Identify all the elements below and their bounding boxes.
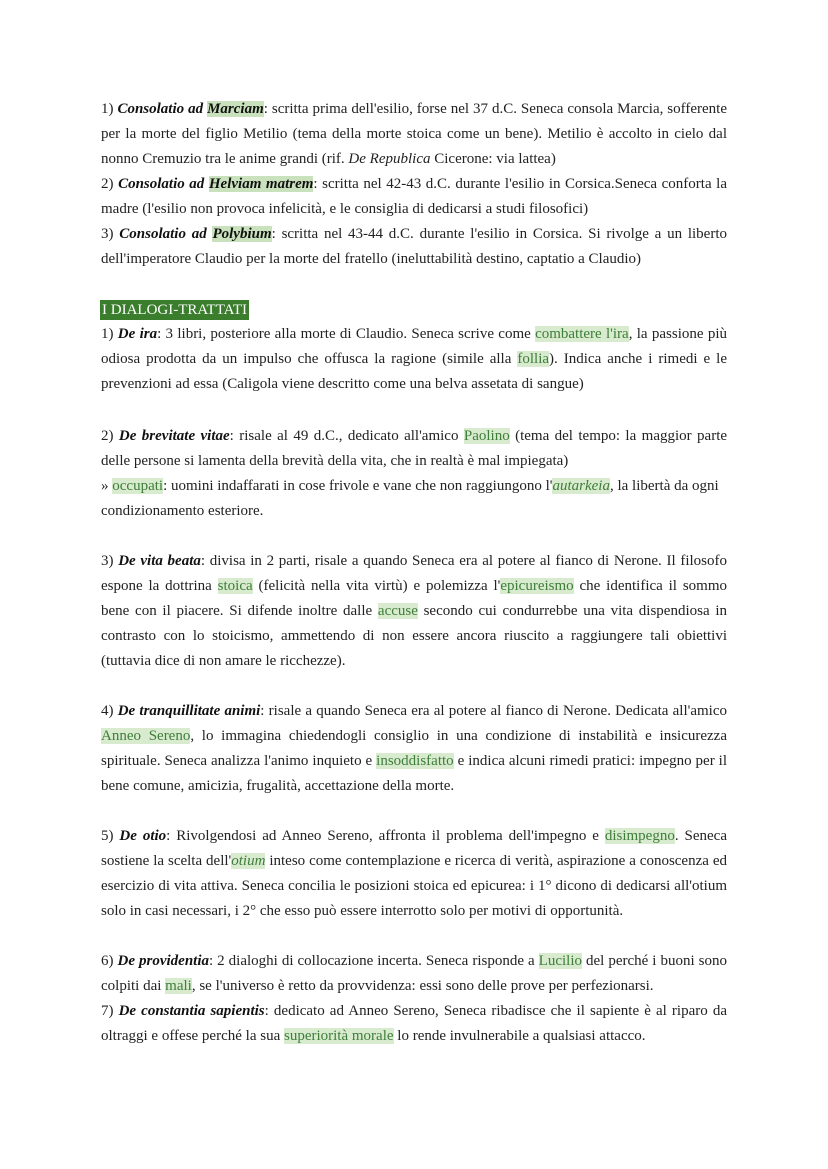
highlight: occupati (112, 478, 164, 494)
highlight: epicureismo (500, 578, 574, 594)
work-title: De brevitate vitae (118, 428, 230, 444)
highlight: Anneo Sereno (101, 728, 191, 744)
de-providentia-paragraph: 6) De providentia: 2 dialoghi di collocazione incerta. Seneca risponde a Lucilio del perché i buoni sono colpiti dai mali, se l'universo è retto da provvidenza: essi sono delle prove per perfezionarsi. (101, 953, 727, 994)
highlight: insoddisfatto (376, 753, 454, 769)
highlight: Marciam (207, 101, 264, 117)
consolatio-marciam-paragraph: 1) Consolatio ad Marciam: scritta prima dell'esilio, forse nel 37 d.C. Seneca consola Marcia, sofferente per la morte del figlio Metilio (tema della morte stoica come un bene). Metilio è accolto in cielo dal nonno Cremuzio tra le anime grandi (rif. De Republica Cicerone: via lattea) (101, 101, 728, 167)
highlight: combattere l'ira (535, 326, 629, 342)
highlight: accuse (377, 603, 418, 619)
de-constantia-paragraph: 7) De constantia sapientis: dedicato ad Anneo Sereno, Seneca ribadisce che il sapiente è al riparo da oltraggi e offese perché la sua superiorità morale lo rende invulnerabile a qualsiasi attacco. (101, 1003, 727, 1044)
work-title: De otio (119, 828, 167, 844)
highlight: otium (231, 853, 266, 869)
consolatio-polybium-paragraph: 3) Consolatio ad Polybium: scritta nel 43-44 d.C. durante l'esilio in Corsica. Si rivolge a un liberto dell'imperatore Claudio per la morte del fratello (ineluttabilità destino, captatio a Claudio) (101, 226, 728, 267)
de-tranquillitate-paragraph: 4) De tranquillitate animi: risale a quando Seneca era al potere al fianco di Nerone. Dedicata all'amico Anneo Sereno, lo immagina chiedendogli consiglio in una condizione di instabilità e insicurezza spirituale. Seneca analizza l'animo inquieto e insoddisfatto e indica alcuni rimedi pratici: impegno per il bene comune, amicizia, frugalità, accettazione della morte. (101, 703, 727, 794)
work-title: De vita beata (118, 553, 201, 569)
section-heading: I DIALOGI-TRATTATI (102, 302, 248, 318)
work-title: De providentia (117, 953, 209, 969)
de-ira-paragraph: 1) De ira: 3 libri, posteriore alla morte di Claudio. Seneca scrive come combattere l'ira, la passione più odiosa prodotta da un impulso che offusca la ragione (simile alla follia). Indica anche i rimedi e le prevenzioni ad essa (Caligola viene descritto come una belva assetata di sangue) (101, 326, 727, 392)
work-title: De tranquillitate animi (117, 703, 261, 719)
highlight: follia (517, 351, 550, 367)
highlight: disimpegno (604, 828, 675, 844)
work-title: Consolatio ad Helviam matrem (118, 176, 314, 192)
de-otio-paragraph: 5) De otio: Rivolgendosi ad Anneo Sereno, affronta il problema dell'impegno e disimpegno. Seneca sostiene la scelta dell'otium inteso come contemplazione e ricerca di verità, aspirazione a conoscenza ed esercizio di vita attiva. Seneca concilia le posizioni stoica ed epicurea: i 1° dicono di dedicarsi all'otium solo in casi necessari, i 2° che esso può essere interrotto solo per motivi di opportunità. (101, 828, 727, 919)
work-title: Consolatio ad Polybium (119, 226, 272, 242)
highlight: Lucilio (538, 953, 582, 969)
highlight: stoica (217, 578, 253, 594)
highlight: Paolino (463, 428, 510, 444)
highlight: mali (165, 978, 192, 994)
work-title: De ira (117, 326, 158, 342)
highlight: Polybium (212, 226, 272, 242)
work-title: Consolatio ad Marciam (117, 101, 264, 117)
de-brevitate-paragraph: 2) De brevitate vitae: risale al 49 d.C., dedicato all'amico Paolino (tema del tempo: la maggior parte delle persone si lamenta della brevità della vita, che in realtà è mal impiegata) (101, 428, 728, 469)
highlight: superiorità morale (283, 1028, 394, 1044)
highlight: autarkeia (552, 478, 610, 494)
de-vita-beata-paragraph: 3) De vita beata: divisa in 2 parti, risale a quando Seneca era al potere al fianco di Nerone. Il filosofo espone la dottrina stoica (felicità nella vita virtù) e polemizza l'epicureismo che identifica il sommo bene con il piacere. Si difende inoltre dalle accuse secondo cui condurrebbe una vita dispendiosa in contrasto con lo stoicismo, ammettendo di non essere ancora riuscito a raggiungere tali obiettivi (tuttavia dice di non amare le ricchezze). (101, 553, 727, 669)
consolatio-helviam-paragraph: 2) Consolatio ad Helviam matrem: scritta nel 42-43 d.C. durante l'esilio in Corsica.Seneca conforta la madre (l'esilio non provoca infelicità, e le consiglia di dedicarsi a studi filosofici) (101, 176, 728, 217)
work-title: De constantia sapientis (118, 1003, 265, 1019)
de-brevitate-occupati-line: » occupati: uomini indaffarati in cose frivole e vane che non raggiungono l'autarkeia, la libertà da ogni condizionamento esteriore. (101, 478, 719, 519)
highlight: Helviam matrem (208, 176, 314, 192)
